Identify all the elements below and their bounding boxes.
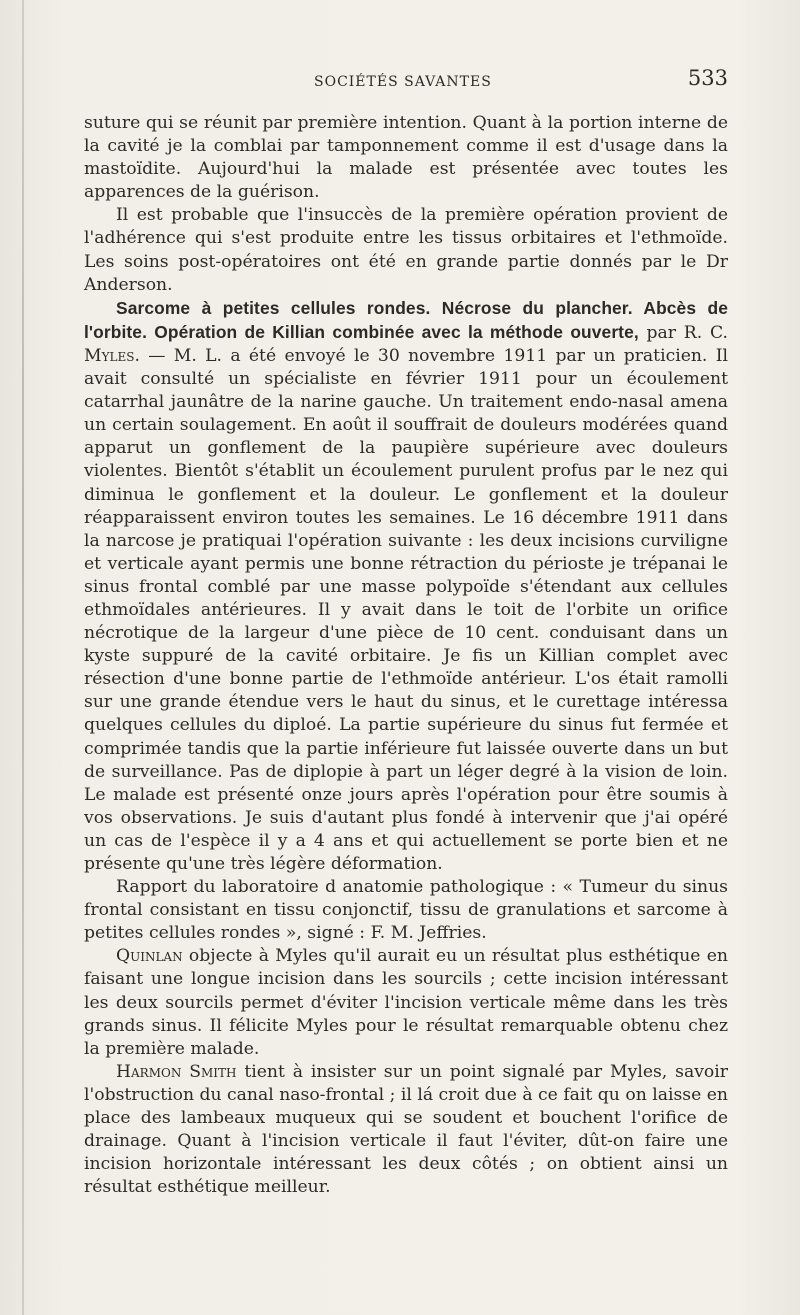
section-title: Sarcome à petites cellules rondes. Nécrose du plancher. Abcès de l'orbite. Opération de Killian combinée avec la méthode ouverte, <box>84 297 728 342</box>
paragraph-3-text: . — M. L. a été envoyé le 30 novembre 1911 par un praticien. Il avait consulté un spécialiste en février 1911 pour un écoulement catarrhal jaunâtre de la narine gauche. Un traitement endo-nasal amena un certain soulagement. En août il souffrait de douleurs modérées quand apparut un gonflement de la paupière supérieure avec douleurs violentes. Bientôt s'établit un écoulement purulent profus par le nez qui diminua le gonflement et la douleur. Le gonflement et la douleur réapparaissent environ toutes les semaines. Le 16 décembre 1911 dans la narcose je pratiquai l'opération suivante : les deux incisions curviligne et verticale ayant permis une bonne rétraction du périoste je trépanai le sinus frontal comblé par une masse polypoïde s'étendant aux cellules ethmoïdales antérieures. Il y avait dans le toit de l'orbite un orifice nécrotique de la largeur d'une pièce de 10 cent. conduisant dans un kyste suppuré de la cavité orbitaire. Je fis un Killian complet avec résection d'une bonne partie de l'ethmoïde antérieur. L'os était ramolli sur une grande étendue vers le haut du sinus, et le curettage intéressa quelques cellules du diploé. La partie supérieure du sinus fut fermée et comprimée tandis que la partie inférieure fut laissée ouverte dans un but de surveillance. Pas de diplopie à part un léger degré à la vision de loin. Le malade est présenté onze jours après l'opération pour être soumis à vos observations. Je suis d'autant plus fondé à intervenir que j'ai opéré un cas de l'espèce il y a 4 ans et qui actuellement se porte bien et ne présente qu'une très légère déformation. <box>84 345 728 874</box>
paragraph-6-text: tient à insister sur un point signalé par Myles, savoir l'obstruction du canal naso-frontal ; il lá croit due à ce fait qu on laisse en place des lambeaux muqueux qui se soudent et bouchent l'orifice de drainage. Quant à l'incision verticale il faut l'éviter, dût-on faire une incision horizontale intéressant les deux côtés ; on obtient ainsi un résultat esthétique meilleur. <box>84 1061 728 1198</box>
author-prefix: par R. C. <box>638 322 728 343</box>
running-head: SOCIÉTÉS SAVANTES <box>314 74 492 90</box>
paragraph-6 <box>84 1061 728 1200</box>
paragraph-5-text: objecte à Myles qu'il aurait eu un résultat plus esthétique en faisant une longue incision dans les sourcils ; cette incision intéressant les deux sourcils permet d'éviter l'incision verticale même dans les très grands sinus. Il félicite Myles pour le résultat remarquable obtenu chez la première malade. <box>84 946 728 1059</box>
paragraph-4: Rapport du laboratoire d anatomie pathologique : « Tumeur du sinus frontal consistant en tissu conjonctif, tissu de granulations et sarcome à petites cellules rondes », signé : F. M. Jeffries. <box>84 877 728 944</box>
page-body <box>84 112 728 1199</box>
author-name: Myles <box>84 345 135 366</box>
paragraph-1: suture qui se réunit par première intention. Quant à la portion interne de la cavité je la comblai par tamponnement comme il est d'usage dans la mastoïdite. Aujourd'hui la malade est présentée avec toutes les apparences de la guérison. <box>84 113 728 203</box>
page-edge-shadow <box>22 0 24 1315</box>
page-header <box>84 64 728 94</box>
paragraph-3 <box>84 297 728 876</box>
speaker-quinlan: Quinlan <box>116 946 183 967</box>
page-number: 533 <box>687 66 728 90</box>
paragraph-2: Il est probable que l'insuccès de la première opération provient de l'adhérence qui s'est produite entre les tissus orbitaires et l'ethmoïde. Les soins post-opératoires ont été en grande partie donnés par le Dr Anderson. <box>84 205 728 295</box>
paragraph-5 <box>84 945 728 1060</box>
speaker-harmon-smith: Harmon Smith <box>116 1061 237 1082</box>
